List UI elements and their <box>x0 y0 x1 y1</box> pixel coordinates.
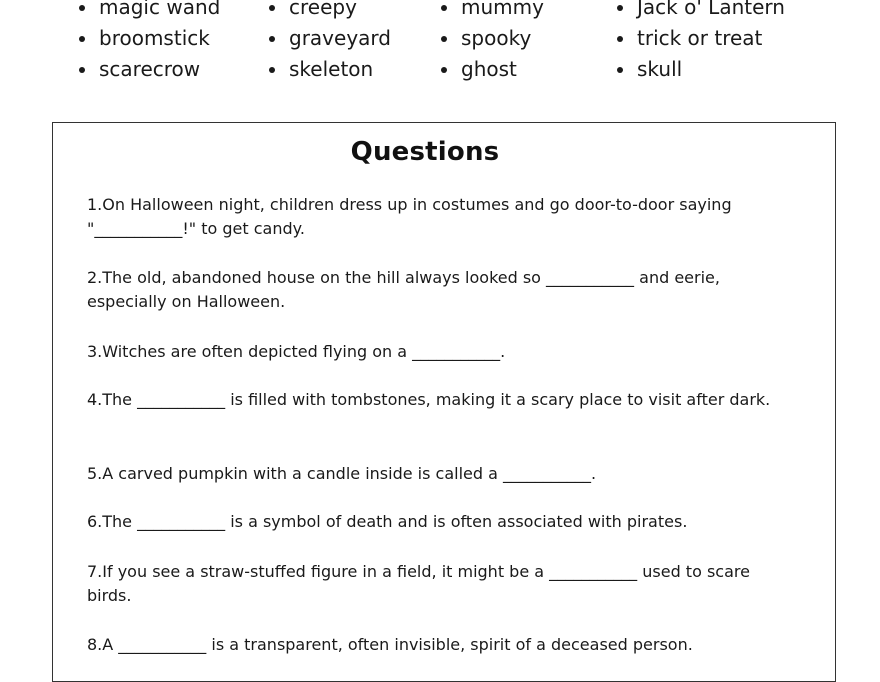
word-bank-column-2 <box>269 0 391 85</box>
word-bank-item: broomstick <box>79 23 220 54</box>
word-bank-item: scarecrow <box>79 54 220 85</box>
question-item: 5.A carved pumpkin with a candle inside is called a ___________. <box>87 464 597 483</box>
word-bank-item: graveyard <box>269 23 391 54</box>
word-bank-item: skeleton <box>269 54 391 85</box>
word-bank-column-4 <box>617 0 785 85</box>
question-item: 6.The ___________ is a symbol of death and is often associated with pirates. <box>87 512 688 531</box>
word-bank-item: spooky <box>441 23 544 54</box>
word-bank-item: ghost <box>441 54 544 85</box>
question-item: 2.The old, abandoned house on the hill always looked so ___________ and eerie, especially on Halloween. <box>87 268 720 311</box>
word-bank-item: creepy <box>269 0 391 23</box>
question-item: 1.On Halloween night, children dress up in costumes and go door-to-door saying "___________!" to get candy. <box>87 195 732 238</box>
question-item: 3.Witches are often depicted flying on a ___________. <box>87 342 506 361</box>
word-bank-column-1 <box>79 0 220 85</box>
word-bank-item: Jack o' Lantern <box>617 0 785 23</box>
question-item: 7.If you see a straw-stuffed figure in a field, it might be a ___________ used to scare birds. <box>87 562 750 605</box>
question-item: 4.The ___________ is filled with tombstones, making it a scary place to visit after dark. <box>87 390 771 409</box>
word-bank-item: skull <box>617 54 785 85</box>
word-bank-item: trick or treat <box>617 23 785 54</box>
word-bank <box>0 0 880 92</box>
word-bank-item: magic wand <box>79 0 220 23</box>
question-item: 8.A ___________ is a transparent, often invisible, spirit of a deceased person. <box>87 635 693 654</box>
word-bank-item: mummy <box>441 0 544 23</box>
questions-title: Questions <box>350 137 500 167</box>
word-bank-column-3 <box>441 0 544 85</box>
